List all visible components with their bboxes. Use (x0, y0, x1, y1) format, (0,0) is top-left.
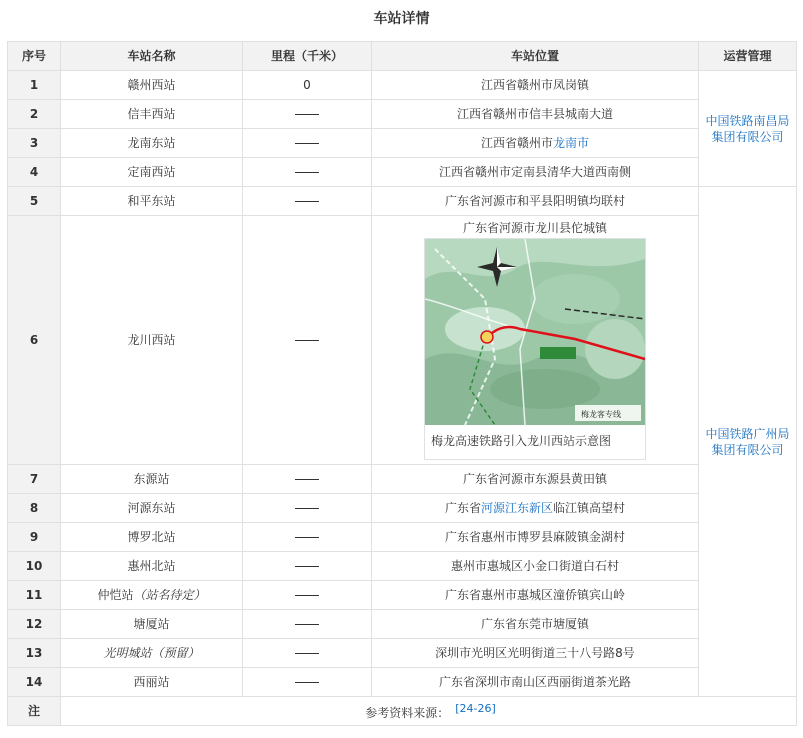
header-row (8, 42, 797, 71)
mileage-cell (243, 523, 372, 552)
station-name-cell: 赣州西站 (61, 71, 243, 100)
location-cell: 惠州市惠城区小金口街道白石村 (372, 552, 699, 581)
table-row (8, 100, 797, 129)
mileage-dash (295, 537, 319, 538)
mileage-cell (243, 129, 372, 158)
reference-link[interactable]: [24-26] (455, 702, 496, 715)
table-row (8, 494, 797, 523)
station-name-text: 仲恺站 (97, 588, 134, 602)
route-map-image (425, 239, 645, 425)
seq-cell: 13 (8, 639, 61, 668)
location-cell: 广东省惠州市惠城区潼侨镇宾山岭 (372, 581, 699, 610)
station-name-cell: 龙南东站 (61, 129, 243, 158)
location-cell (372, 129, 699, 158)
table-row (8, 216, 797, 465)
table-row (8, 71, 797, 100)
mileage-dash (295, 340, 319, 341)
location-cell: 广东省深圳市南山区西丽街道茶光路 (372, 668, 699, 697)
note-label: 注 (8, 697, 61, 726)
mileage-cell (243, 187, 372, 216)
location-cell: 深圳市光明区光明街道三十八号路8号 (372, 639, 699, 668)
seq-cell: 6 (8, 216, 61, 465)
seq-cell: 3 (8, 129, 61, 158)
location-cell: 江西省赣州市信丰县城南大道 (372, 100, 699, 129)
table-row (8, 668, 797, 697)
seq-cell: 5 (8, 187, 61, 216)
note-cell (61, 697, 797, 726)
station-name-cell: 河源东站 (61, 494, 243, 523)
mileage-dash (295, 653, 319, 654)
mileage-cell (243, 668, 372, 697)
header-mileage: 里程（千米） (243, 42, 372, 71)
seq-cell: 11 (8, 581, 61, 610)
table-row (8, 610, 797, 639)
header-station-name: 车站名称 (61, 42, 243, 71)
mileage-dash (295, 479, 319, 480)
seq-cell: 7 (8, 465, 61, 494)
mileage-dash (295, 624, 319, 625)
note-row (8, 697, 797, 726)
mileage-dash (295, 143, 319, 144)
mileage-cell (243, 158, 372, 187)
mileage-dash (295, 508, 319, 509)
station-name-cell: 东源站 (61, 465, 243, 494)
table-caption: 车站详情 (373, 11, 430, 27)
station-name-cell: 光明城站（预留） (61, 639, 243, 668)
mileage-dash (295, 566, 319, 567)
station-name-cell: 塘厦站 (61, 610, 243, 639)
location-text: 广东省 (444, 501, 481, 515)
seq-cell: 14 (8, 668, 61, 697)
station-name-cell: 定南西站 (61, 158, 243, 187)
location-text: 临江镇高望村 (553, 501, 626, 515)
mileage-cell (243, 100, 372, 129)
location-cell: 广东省河源市和平县阳明镇均联村 (372, 187, 699, 216)
location-link-longnan[interactable]: 龙南市 (553, 136, 590, 150)
location-cell: 广东省惠州市博罗县麻陂镇金湖村 (372, 523, 699, 552)
station-name-cell: 龙川西站 (61, 216, 243, 465)
operator-cell-nanchang (699, 71, 797, 187)
header-operator: 运营管理 (699, 42, 797, 71)
mileage-cell (243, 639, 372, 668)
operator-link-nanchang[interactable]: 中国铁路南昌局集团有限公司 (705, 113, 790, 144)
seq-cell: 9 (8, 523, 61, 552)
seq-cell: 8 (8, 494, 61, 523)
table-row (8, 158, 797, 187)
map-label: 梅龙客专线 (581, 410, 621, 419)
table-row (8, 523, 797, 552)
mileage-dash (295, 595, 319, 596)
location-link-jiangdong[interactable]: 河源江东新区 (480, 501, 553, 515)
location-cell: 江西省赣州市凤岗镇 (372, 71, 699, 100)
table-row (8, 187, 797, 216)
mileage-dash (295, 682, 319, 683)
note-text: 参考资料来源： (365, 706, 450, 720)
table-row (8, 129, 797, 158)
location-text: 江西省赣州市 (480, 136, 553, 150)
mileage-cell (243, 216, 372, 465)
table-row (8, 581, 797, 610)
table-row (8, 465, 797, 494)
location-cell: 广东省河源市东源县黄田镇 (372, 465, 699, 494)
location-text: 广东省河源市龙川县佗城镇 (462, 221, 607, 235)
header-location: 车站位置 (372, 42, 699, 71)
seq-cell: 1 (8, 71, 61, 100)
mileage-cell: 0 (243, 71, 372, 100)
map-figure[interactable] (424, 238, 646, 460)
seq-cell: 12 (8, 610, 61, 639)
seq-cell: 2 (8, 100, 61, 129)
table-row (8, 639, 797, 668)
station-table (7, 41, 797, 726)
mileage-dash (295, 201, 319, 202)
station-name-note: （站名待定） (133, 588, 206, 602)
location-cell: 江西省赣州市定南县清华大道西南侧 (372, 158, 699, 187)
mileage-cell (243, 581, 372, 610)
station-name-cell: 信丰西站 (61, 100, 243, 129)
mileage-cell (243, 465, 372, 494)
station-name-cell (61, 581, 243, 610)
location-cell: 广东省东莞市塘厦镇 (372, 610, 699, 639)
seq-cell: 10 (8, 552, 61, 581)
station-name-cell: 博罗北站 (61, 523, 243, 552)
location-cell (372, 494, 699, 523)
mileage-cell (243, 494, 372, 523)
seq-cell: 4 (8, 158, 61, 187)
figure-caption: 梅龙高速铁路引入龙川西站示意图 (431, 434, 612, 448)
operator-cell-guangzhou (699, 187, 797, 697)
operator-link-guangzhou[interactable]: 中国铁路广州局集团有限公司 (705, 426, 790, 457)
table-row (8, 552, 797, 581)
mileage-dash (295, 172, 319, 173)
location-cell (372, 216, 699, 465)
station-name-cell: 西丽站 (61, 668, 243, 697)
station-name-cell: 惠州北站 (61, 552, 243, 581)
station-name-cell: 和平东站 (61, 187, 243, 216)
mileage-cell (243, 610, 372, 639)
header-seq: 序号 (8, 42, 61, 71)
mileage-dash (295, 114, 319, 115)
mileage-cell (243, 552, 372, 581)
